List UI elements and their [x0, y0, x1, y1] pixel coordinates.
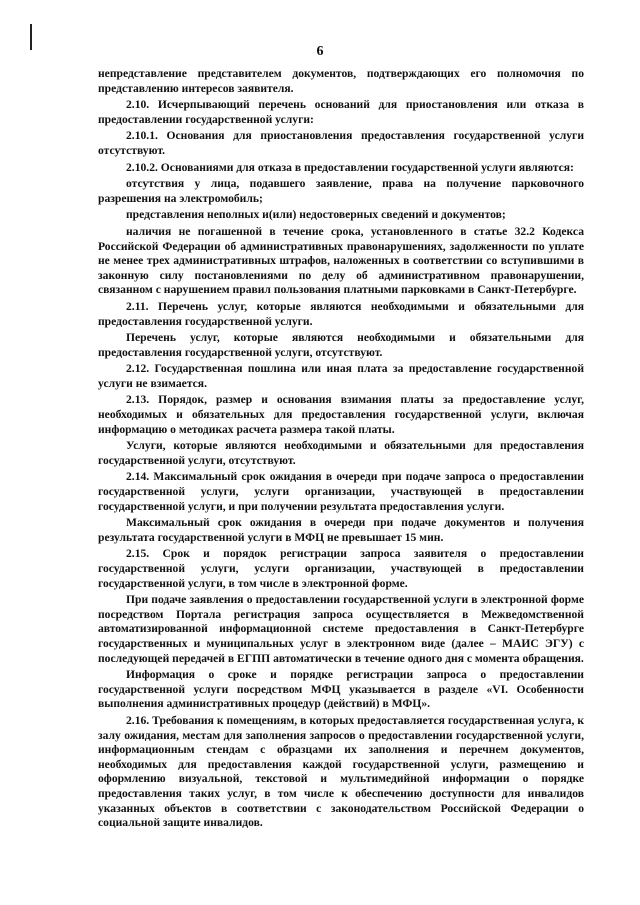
paragraph: 2.10. Исчерпывающий перечень оснований для приостановления или отказа в предоставлении государственной услуги:	[98, 98, 584, 126]
paragraph: 2.13. Порядок, размер и основания взимания платы за предоставление услуг, необходимых и обязательных для предоставления государственной услуги, включая информацию о методиках расчета размера такой платы.	[98, 393, 584, 436]
page-number: 6	[316, 44, 324, 59]
paragraph: Услуги, которые являются необходимыми и обязательными для предоставления государственной услуги, отсутствуют.	[98, 439, 584, 467]
paragraph: 2.15. Срок и порядок регистрации запроса заявителя о предоставлении государственной услуги, услуги организации, участвующей в предоставлении государственной услуги, в том числе в электронной форме.	[98, 547, 584, 590]
paragraph: 2.16. Требования к помещениям, в которых предоставляется государственная услуга, к залу ожидания, местам для заполнения запросов о предоставлении государственной услуги, информационным стендам с образцами их заполнения и перечнем документов, необходимых для предоставления каждой государственной услуги, размещению и оформлению визуальной, текстовой и мультимедийной информации о порядке предоставления таких услуг, в том числе к обеспечению доступности для инвалидов указанных объектов в соответствии с законодательством Российской Федерации о социальной защите инвалидов.	[98, 713, 584, 830]
paragraph: 2.10.1. Основания для приостановления предоставления государственной услуги отсутствуют.	[98, 129, 584, 157]
paragraph: При подаче заявления о предоставлении государственной услуги в электронной форме посредством Портала регистрация запроса осуществляется в Межведомственной автоматизированной информационной системе предоставления в Санкт-Петербурге государственных и муниципальных услуг в электронном виде (далее – МАИС ЭГУ) с последующей передачей в ЕГПП автоматически в течение одного дня с момента обращения.	[98, 593, 584, 665]
document-body	[98, 67, 584, 833]
paragraph: наличия не погашенной в течение срока, установленного в статье 32.2 Кодекса Российской Федерации об административных правонарушениях, задолженности по уплате не менее трех административных штрафов, наложенных в соответствии со вступившими в законную силу постановлениями по делу об административном правонарушении, связанном с нарушением правил пользования платными парковками в Санкт-Петербурге.	[98, 224, 584, 297]
paragraph: 2.14. Максимальный срок ожидания в очереди при подаче запроса о предоставлении государственной услуги, услуги организации, участвующей в предоставлении государственной услуги, и при получении результата предоставления услуги.	[98, 470, 584, 513]
paragraph: Перечень услуг, которые являются необходимыми и обязательными для предоставления государственной услуги, отсутствуют.	[98, 331, 584, 359]
paragraph: Информация о сроке и порядке регистрации запроса о предоставлении государственной услуги посредством МФЦ указывается в разделе «VI. Особенности выполнения административных процедур (действий) в МФЦ».	[98, 668, 584, 711]
paragraph: непредставление представителем документов, подтверждающих его полномочия по представлению интересов заявителя.	[98, 67, 584, 95]
paragraph: Максимальный срок ожидания в очереди при подаче документов и получения результата государственной услуги в МФЦ не превышает 15 мин.	[98, 516, 584, 544]
paragraph: 2.12. Государственная пошлина или иная плата за предоставление государственной услуги не взимается.	[98, 362, 584, 390]
paragraph: 2.10.2. Основаниями для отказа в предоставлении государственной услуги являются:	[126, 160, 574, 174]
paragraph: отсутствия у лица, подавшего заявление, права на получение парковочного разрешения на электромобиль;	[98, 177, 584, 205]
paragraph: 2.11. Перечень услуг, которые являются необходимыми и обязательными для предоставления государственной услуги.	[98, 299, 584, 328]
paragraph: представления неполных и(или) недостоверных сведений и документов;	[126, 208, 506, 222]
